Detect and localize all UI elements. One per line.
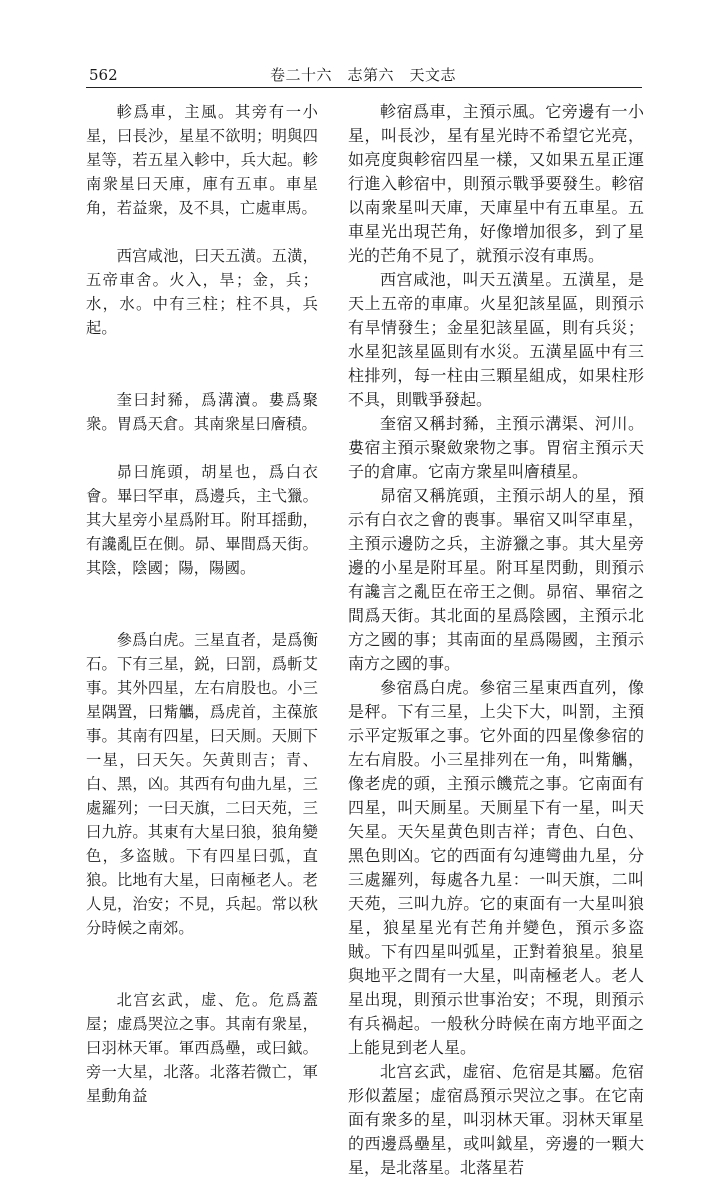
translation-paragraph-shen: 參宿爲白虎。參宿三星東西直列，像是秤。下有三星，上尖下大，叫罰，主預示平定叛軍之事。它外面的四星像參宿的左右肩股。小三星排列在一角，叫觜觿，像老虎的頭，主預示饑荒之事。它南面有四星，叫天厠星。天厠星下有一星，叫天矢星。天矢星黄色則吉祥；青色、白色、黑色則凶。它的西面有勾連彎曲九星，分三處羅列，每處各九星：一叫天旗，二叫天苑，三叫九斿。它的東面有一大星叫狼星，狼星星光有芒角并變色，預示多盗賊。下有四星叫弧星，正對着狼星。狼星與地平之間有一大星，叫南極老人。老人星出現，則預示世事治安；不現，則預示有兵禍起。一般秋分時候在南方地平面之上能見到老人星。 (348, 678, 644, 1057)
original-paragraph-kui: 奎曰封豨，爲溝瀆。婁爲聚衆。胃爲天倉。其南衆星曰廥積。 (86, 391, 318, 433)
original-paragraph-xuanwu: 北宫玄武，虚、危。危爲蓋屋；虚爲哭泣之事。其南有衆星，曰羽林天軍。軍西爲壘，或曰鉞。旁一大星，北落。北落若微亡，軍星動角益 (86, 991, 318, 1105)
header-rule (86, 87, 642, 88)
original-text-column (86, 100, 318, 1108)
translation-paragraph-mao: 昴宿又稱旄頭，主預示胡人的星，預示有白衣之會的喪事。畢宿又叫罕車星，主預示邊防之兵，主游獵之事。其大星旁邊的小星是附耳星。附耳星閃動，則預示有讒言之亂臣在帝王之側。昴宿、畢宿之間爲天街。其北面的星爲陰國，主預示北方之國的事；其南面的星爲陽國，主預示南方之國的事。 (348, 486, 644, 673)
translation-column (348, 100, 644, 1180)
translation-paragraph-zhen: 軫宿爲車，主預示風。它旁邊有一小星，叫長沙，星有星光時不希望它光亮，如亮度與軫宿四星一樣，又如果五星正運行進入軫宿中，則預示戰爭要發生。軫宿以南衆星叫天庫，天庫星中有五車星。五車星光出現芒角，好像增加很多，到了星光的芒角不見了，就預示沒有車馬。 (348, 102, 644, 265)
original-paragraph-shen: 參爲白虎。三星直者，是爲衡石。下有三星，鋭，曰罰，爲斬艾事。其外四星，左右肩股也。小三星隅置，曰觜觿，爲虎首，主葆旅事。其南有四星，曰天厠。天厠下一星，曰天矢。矢黄則吉；青、白、黑，凶。其西有句曲九星，三處羅列；一曰天旗，二曰天苑，三曰九斿。其東有大星曰狼，狼角變色，多盗賊。下有四星曰弧，直狼。比地有大星，曰南極老人。老人見，治安；不見，兵起。常以秋分時候之南郊。 (86, 631, 318, 937)
original-paragraph-xianchi: 西宫咸池，曰天五潢。五潢，五帝車舍。火入，旱；金，兵；水，水。中有三柱；柱不具，兵起。 (86, 247, 318, 337)
running-header: 卷二十六 志第六 天文志 (270, 66, 457, 84)
original-paragraph-mao: 昴曰旄頭，胡星也，爲白衣會。畢曰罕車，爲邊兵，主弋獵。其大星旁小星爲附耳。附耳揺動，有讒亂臣在側。昴、畢間爲天街。其陰，陰國；陽，陽國。 (86, 463, 318, 577)
translation-paragraph-kui: 奎宿又稱封豨，主預示溝渠、河川。婁宿主預示聚斂衆物之事。胃宿主預示天子的倉庫。它南方衆星叫廥積星。 (348, 414, 644, 481)
translation-paragraph-xuanwu: 北宫玄武，虚宿、危宿是其屬。危宿形似蓋屋；虚宿爲預示哭泣之事。在它南面有衆多的星，叫羽林天軍。羽林天軍星的西邊爲壘星，或叫鉞星，旁邊的一顆大星，是北落星。北落星若 (348, 1062, 644, 1177)
translation-paragraph-xianchi: 西宫咸池，叫天五潢星。五潢星，是天上五帝的車庫。火星犯該星區，則預示有旱情發生；金星犯該星區，則有兵災；水星犯該星區則有水災。五潢星區中有三柱排列，每一柱由三顆星組成，如果柱形不具，則戰爭發起。 (348, 270, 644, 409)
original-paragraph-zhen: 軫爲車，主風。其旁有一小星，曰長沙，星星不欲明；明與四星等，若五星入軫中，兵大起。軫南衆星曰天庫，庫有五車。車星角，若益衆，及不具，亡處車馬。 (86, 103, 318, 217)
page-number: 562 (89, 66, 118, 84)
